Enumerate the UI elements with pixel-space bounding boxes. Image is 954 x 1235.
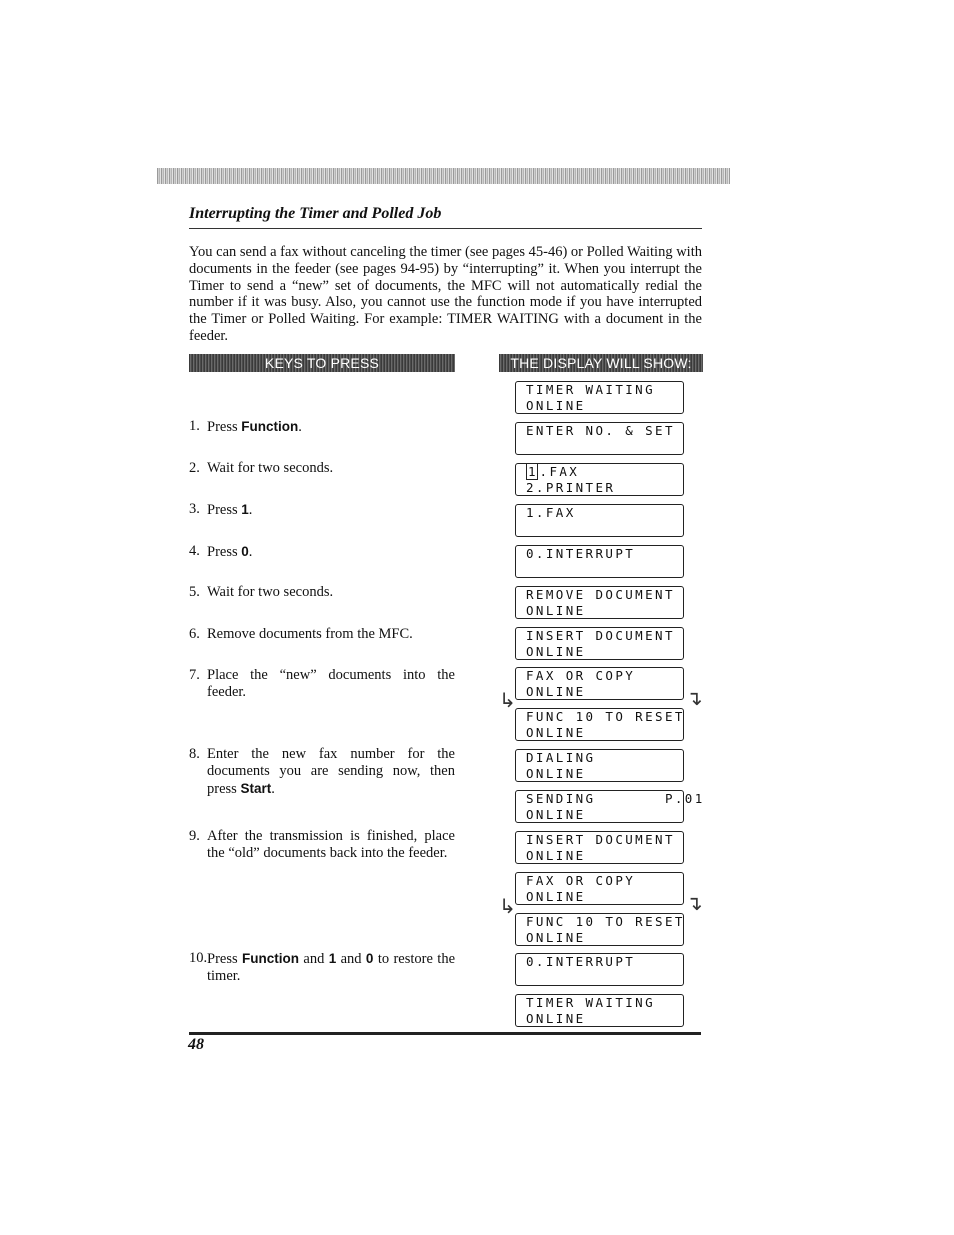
- bottom-rule: [189, 1032, 701, 1035]
- step-5: 5. Wait for two seconds.: [189, 584, 334, 600]
- keys-to-press-header: KEYS TO PRESS: [189, 354, 455, 372]
- lcd-display: 1.FAX: [515, 504, 684, 537]
- lcd-display: TIMER WAITING ONLINE: [515, 381, 684, 414]
- page-number: 48: [188, 1036, 204, 1053]
- lcd-display: FAX OR COPY ONLINE: [515, 667, 684, 700]
- cursor-block: 1: [528, 464, 536, 479]
- step-9: 9. After the transmission is finished, place the “old” documents back into the feeder.: [189, 828, 455, 861]
- lcd-display: FUNC 10 TO RESET ONLINE: [515, 913, 684, 946]
- function-key: Function: [241, 419, 299, 434]
- step-8: 8. Enter the new fax number for the documents you are sending now, then press Start.: [189, 746, 455, 797]
- key-0: 0: [365, 951, 374, 966]
- step-7: 7. Place the “new” documents into the feeder.: [189, 667, 455, 700]
- step-3: 3. Press 1.: [189, 501, 253, 518]
- section-title: Interrupting the Timer and Polled Job: [189, 205, 442, 222]
- lcd-display: ENTER NO. & SET: [515, 422, 684, 455]
- lcd-display: TIMER WAITING ONLINE: [515, 994, 684, 1027]
- step-2: 2. Wait for two seconds.: [189, 460, 334, 476]
- lcd-display: DIALING ONLINE: [515, 749, 684, 782]
- loop-arrow-right-icon: ↴: [686, 686, 703, 710]
- loop-arrow-left-icon: ↳: [499, 688, 516, 712]
- title-rule: [189, 228, 702, 229]
- step-10: 10. Press Function and 1 and 0 to restore the timer.: [189, 950, 456, 984]
- lcd-display: FAX OR COPY ONLINE: [515, 872, 684, 905]
- lcd-display: 0.INTERRUPT: [515, 953, 684, 986]
- lcd-display: 0.INTERRUPT: [515, 545, 684, 578]
- intro-text: You can send a fax without canceling the timer (see pages 45-46) or Polled Waiting with documents in the feeder (see pages 94-95) by “interrupting” it. When you interrupt the Timer to send a “new” set of documents, the MFC will not automatically redial the number if it was busy. Also, you cannot use the function mode if you have interrupted the Timer or Polled Waiting. For example: TIMER WAITING with a document in the feeder.: [189, 244, 702, 344]
- lcd-display: REMOVE DOCUMENT ONLINE: [515, 586, 684, 619]
- lcd-display: INSERT DOCUMENT ONLINE: [515, 831, 684, 864]
- loop-arrow-right-icon: ↴: [686, 891, 703, 915]
- key-1: 1: [241, 502, 249, 517]
- lcd-display: FUNC 10 TO RESET ONLINE: [515, 708, 684, 741]
- intro-paragraph: [189, 244, 702, 345]
- display-will-show-header: THE DISPLAY WILL SHOW:: [499, 354, 703, 372]
- key-1: 1: [328, 951, 337, 966]
- key-0: 0: [241, 544, 249, 559]
- top-decorative-bar: [157, 168, 730, 184]
- step-4: 4. Press 0.: [189, 543, 253, 560]
- step-1: 1. Press Function.: [189, 418, 302, 435]
- lcd-display: INSERT DOCUMENT ONLINE: [515, 627, 684, 660]
- function-key: Function: [242, 951, 299, 966]
- lcd-display: 1 .FAX 2.PRINTER: [515, 463, 684, 496]
- step-6: 6. Remove documents from the MFC.: [189, 626, 413, 642]
- loop-arrow-left-icon: ↳: [499, 894, 516, 918]
- start-key: Start: [240, 781, 272, 796]
- lcd-display: SENDING P.01 ONLINE: [515, 790, 684, 823]
